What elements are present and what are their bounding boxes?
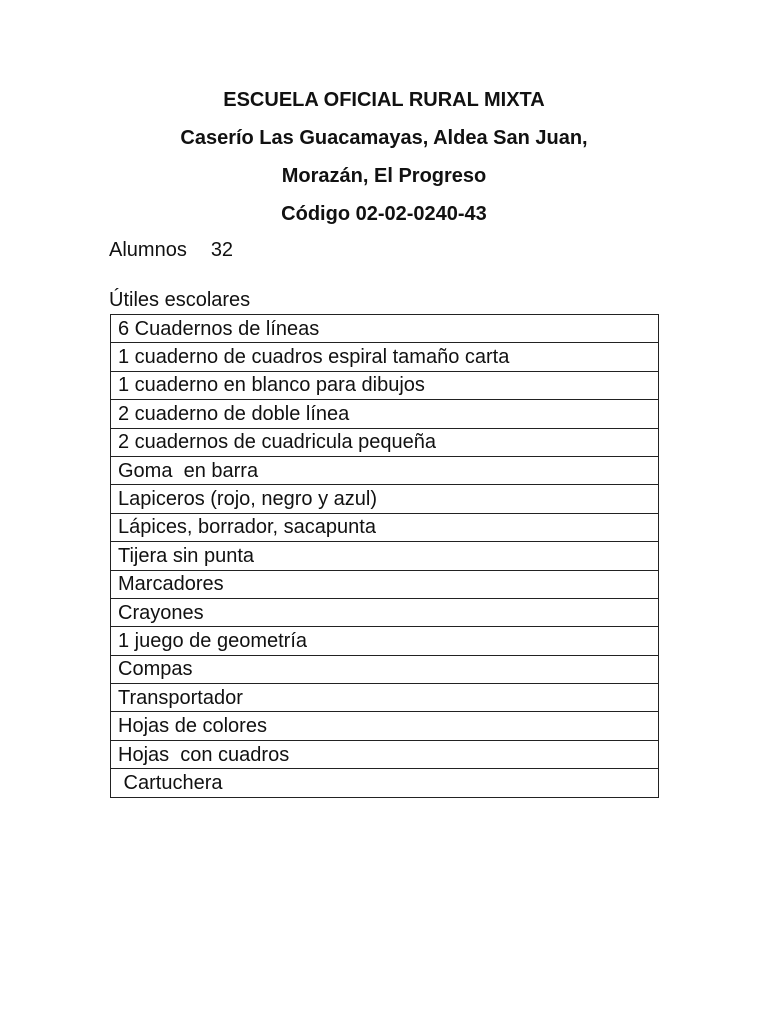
school-name: ESCUELA OFICIAL RURAL MIXTA <box>223 89 545 111</box>
school-code: Código 02-02-0240-43 <box>281 203 487 225</box>
supply-item: Cartuchera <box>111 769 659 797</box>
table-row <box>111 456 659 484</box>
school-location-line-1: Caserío Las Guacamayas, Aldea San Juan, <box>180 127 588 149</box>
supply-item: Hojas con cuadros <box>111 740 659 768</box>
table-row <box>111 315 659 343</box>
table-row <box>111 740 659 768</box>
supply-item: 2 cuadernos de cuadricula pequeña <box>111 428 659 456</box>
supply-item: Compas <box>111 655 659 683</box>
supply-item: Crayones <box>111 598 659 626</box>
table-row <box>111 769 659 797</box>
supply-item: Goma en barra <box>111 456 659 484</box>
table-row <box>111 485 659 513</box>
supplies-table <box>110 314 659 798</box>
supply-item: Transportador <box>111 684 659 712</box>
table-row <box>111 371 659 399</box>
students-count: 32 <box>210 239 234 261</box>
supply-item: 1 cuaderno en blanco para dibujos <box>111 371 659 399</box>
table-row <box>111 627 659 655</box>
supply-item: Lápices, borrador, sacapunta <box>111 513 659 541</box>
table-row <box>111 684 659 712</box>
students-line <box>109 238 233 262</box>
supply-item: Marcadores <box>111 570 659 598</box>
table-row <box>111 570 659 598</box>
school-location-line-2: Morazán, El Progreso <box>281 165 487 187</box>
supply-item: Tijera sin punta <box>111 542 659 570</box>
table-row <box>111 428 659 456</box>
table-row <box>111 712 659 740</box>
table-row <box>111 655 659 683</box>
students-label: Alumnos <box>109 239 187 261</box>
table-row <box>111 513 659 541</box>
supply-item: 6 Cuadernos de líneas <box>111 315 659 343</box>
supply-item: Lapiceros (rojo, negro y azul) <box>111 485 659 513</box>
supplies-title: Útiles escolares <box>109 289 251 311</box>
supply-item: Hojas de colores <box>111 712 659 740</box>
table-row <box>111 400 659 428</box>
table-row <box>111 542 659 570</box>
table-row <box>111 343 659 371</box>
table-row <box>111 598 659 626</box>
supply-item: 1 cuaderno de cuadros espiral tamaño carta <box>111 343 659 371</box>
supply-item: 2 cuaderno de doble línea <box>111 400 659 428</box>
supply-item: 1 juego de geometría <box>111 627 659 655</box>
